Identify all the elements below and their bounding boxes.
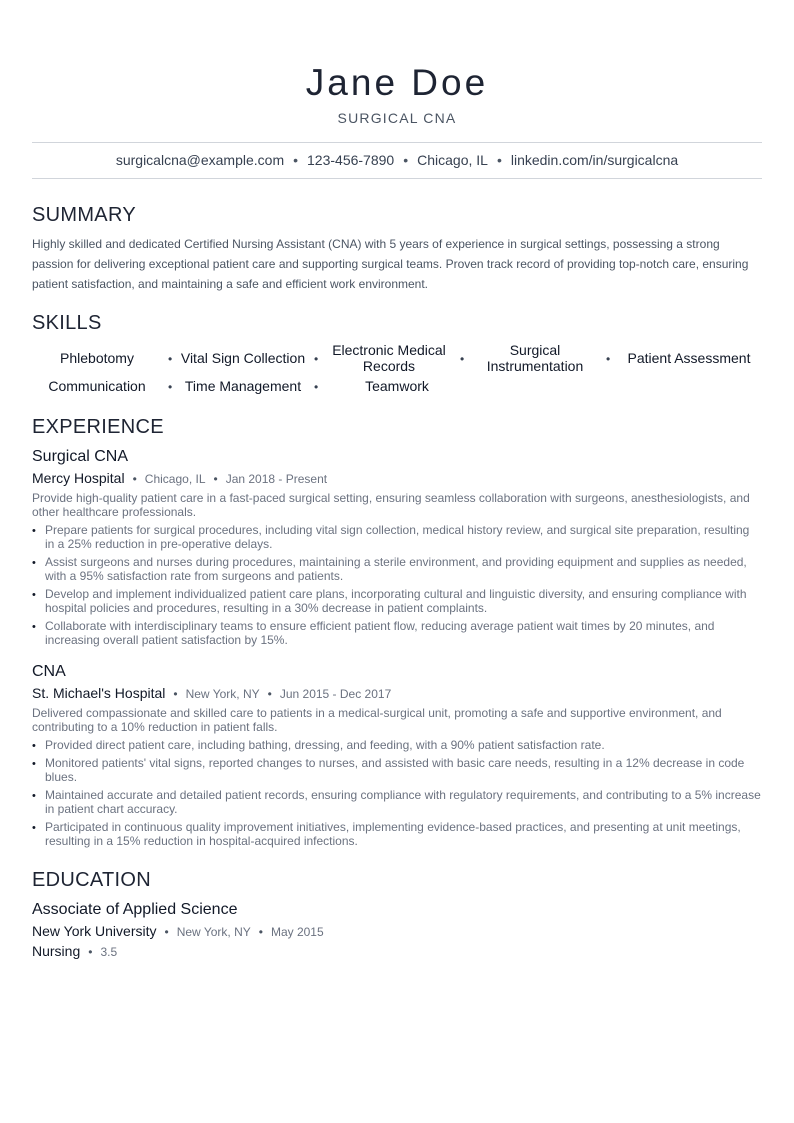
meta-separator: • <box>173 687 178 701</box>
experience-heading: EXPERIENCE <box>32 416 164 438</box>
job-meta <box>32 468 762 488</box>
skill-item: Time Management <box>184 378 302 394</box>
job-bullet: • Provided direct patient care, including bathing, dressing, and feeding, with a 90% patient satisfaction rate. <box>32 738 762 752</box>
skill-item: Patient Assessment <box>627 350 751 366</box>
job-description: Delivered compassionate and skilled care to patients in a medical-surgical unit, promoting a safe and supportive environment, and contributing to a 10% reduction in patient falls. <box>32 706 722 734</box>
contact-line <box>32 152 762 168</box>
job-bullet: • Monitored patients' vital signs, reported changes to nurses, and assisted with basic care needs, resulting in a 12% decrease in code blues. <box>32 756 762 784</box>
candidate-name: Jane Doe <box>305 62 489 103</box>
skill-separator: • <box>460 352 465 366</box>
job-bullets <box>32 738 762 848</box>
summary-heading: SUMMARY <box>32 204 136 226</box>
education-meta <box>32 921 762 941</box>
job-company: Mercy Hospital <box>32 470 125 486</box>
education-heading: EDUCATION <box>32 869 151 891</box>
contact-separator: • <box>403 152 409 168</box>
meta-separator: • <box>258 925 263 939</box>
job-bullet: • Participated in continuous quality improvement initiatives, implementing evidence-based practices, and presenting at unit meetings, resulting in a 15% reduction in hospital-acquired infections. <box>32 820 762 848</box>
meta-separator: • <box>88 945 93 959</box>
meta-separator: • <box>267 687 272 701</box>
skill-item: Surgical Instrumentation <box>486 342 584 374</box>
skill-item: Electronic Medical Records <box>332 342 446 374</box>
experience-entry <box>32 661 762 852</box>
school-location: New York, NY <box>176 925 251 939</box>
job-title: CNA <box>32 663 66 680</box>
job-description: Provide high-quality patient care in a fast-paced surgical setting, ensuring seamless collaboration with surgeons, anesthesiologists, and other healthcare professionals. <box>32 491 750 519</box>
job-bullet: • Develop and implement individualized patient care plans, incorporating cultural and linguistic diversity, and ensuring compliance with hospital policies and procedures, resulting in a 30% decrease in patient complaints. <box>32 587 762 615</box>
job-dates: Jun 2015 - Dec 2017 <box>279 687 392 701</box>
meta-separator: • <box>164 925 169 939</box>
skill-separator: • <box>168 352 173 366</box>
contact-location: Chicago, IL <box>417 152 488 168</box>
header-divider-top <box>32 142 762 143</box>
skill-item: Vital Sign Collection <box>180 350 306 366</box>
header-divider-bottom <box>32 178 762 179</box>
field-of-study: Nursing <box>32 943 81 959</box>
skill-separator: • <box>168 380 173 394</box>
contact-separator: • <box>496 152 502 168</box>
job-bullets <box>32 523 762 647</box>
job-bullet: • Collaborate with interdisciplinary teams to ensure efficient patient flow, reducing average patient wait times by 20 minutes, and increasing overall patient satisfaction by 15%. <box>32 619 762 647</box>
education-field-row <box>32 941 762 961</box>
summary-text: Highly skilled and dedicated Certified Nursing Assistant (CNA) with 5 years of experience in surgical settings, possessing a strong passion for delivering exceptional patient care and supporting surgical teams. Proven track record of providing top-notch care, ensuring patient satisfaction, and maintaining a safe and efficient work environment. <box>32 237 749 291</box>
education-entry <box>32 899 762 961</box>
contact-separator: • <box>293 152 299 168</box>
candidate-title: SURGICAL CNA <box>337 110 457 126</box>
school-name: New York University <box>32 923 157 939</box>
job-bullet: • Prepare patients for surgical procedures, including vital sign collection, medical history review, and surgical site preparation, resulting in a 25% reduction in pre-operative delays. <box>32 523 762 551</box>
contact-linkedin[interactable]: linkedin.com/in/surgicalcna <box>510 152 679 168</box>
job-location: Chicago, IL <box>144 472 206 486</box>
job-title: Surgical CNA <box>32 448 129 465</box>
experience-entry <box>32 446 762 651</box>
skills-heading: SKILLS <box>32 312 102 334</box>
degree: Associate of Applied Science <box>32 901 238 918</box>
skill-item: Teamwork <box>365 378 429 394</box>
skills-list <box>32 342 762 406</box>
skill-separator: • <box>314 380 319 394</box>
job-bullet: • Maintained accurate and detailed patient records, ensuring compliance with regulatory requirements, and contributing to a 5% increase in patient chart accuracy. <box>32 788 762 816</box>
skill-item: Communication <box>48 378 146 394</box>
job-dates: Jan 2018 - Present <box>225 472 328 486</box>
skill-item: Phlebotomy <box>60 350 134 366</box>
contact-email[interactable]: surgicalcna@example.com <box>115 152 285 168</box>
skill-separator: • <box>314 352 319 366</box>
meta-separator: • <box>213 472 218 486</box>
gpa: 3.5 <box>100 945 118 959</box>
graduation-date: May 2015 <box>270 925 324 939</box>
meta-separator: • <box>132 472 137 486</box>
contact-phone[interactable]: 123-456-7890 <box>307 152 395 168</box>
job-company: St. Michael's Hospital <box>32 685 166 701</box>
job-location: New York, NY <box>185 687 260 701</box>
skill-separator: • <box>606 352 611 366</box>
job-bullet: • Assist surgeons and nurses during procedures, maintaining a sterile environment, and providing equipment and supplies as needed, with a 95% satisfaction rate from surgeons and patients. <box>32 555 762 583</box>
job-meta <box>32 683 762 703</box>
